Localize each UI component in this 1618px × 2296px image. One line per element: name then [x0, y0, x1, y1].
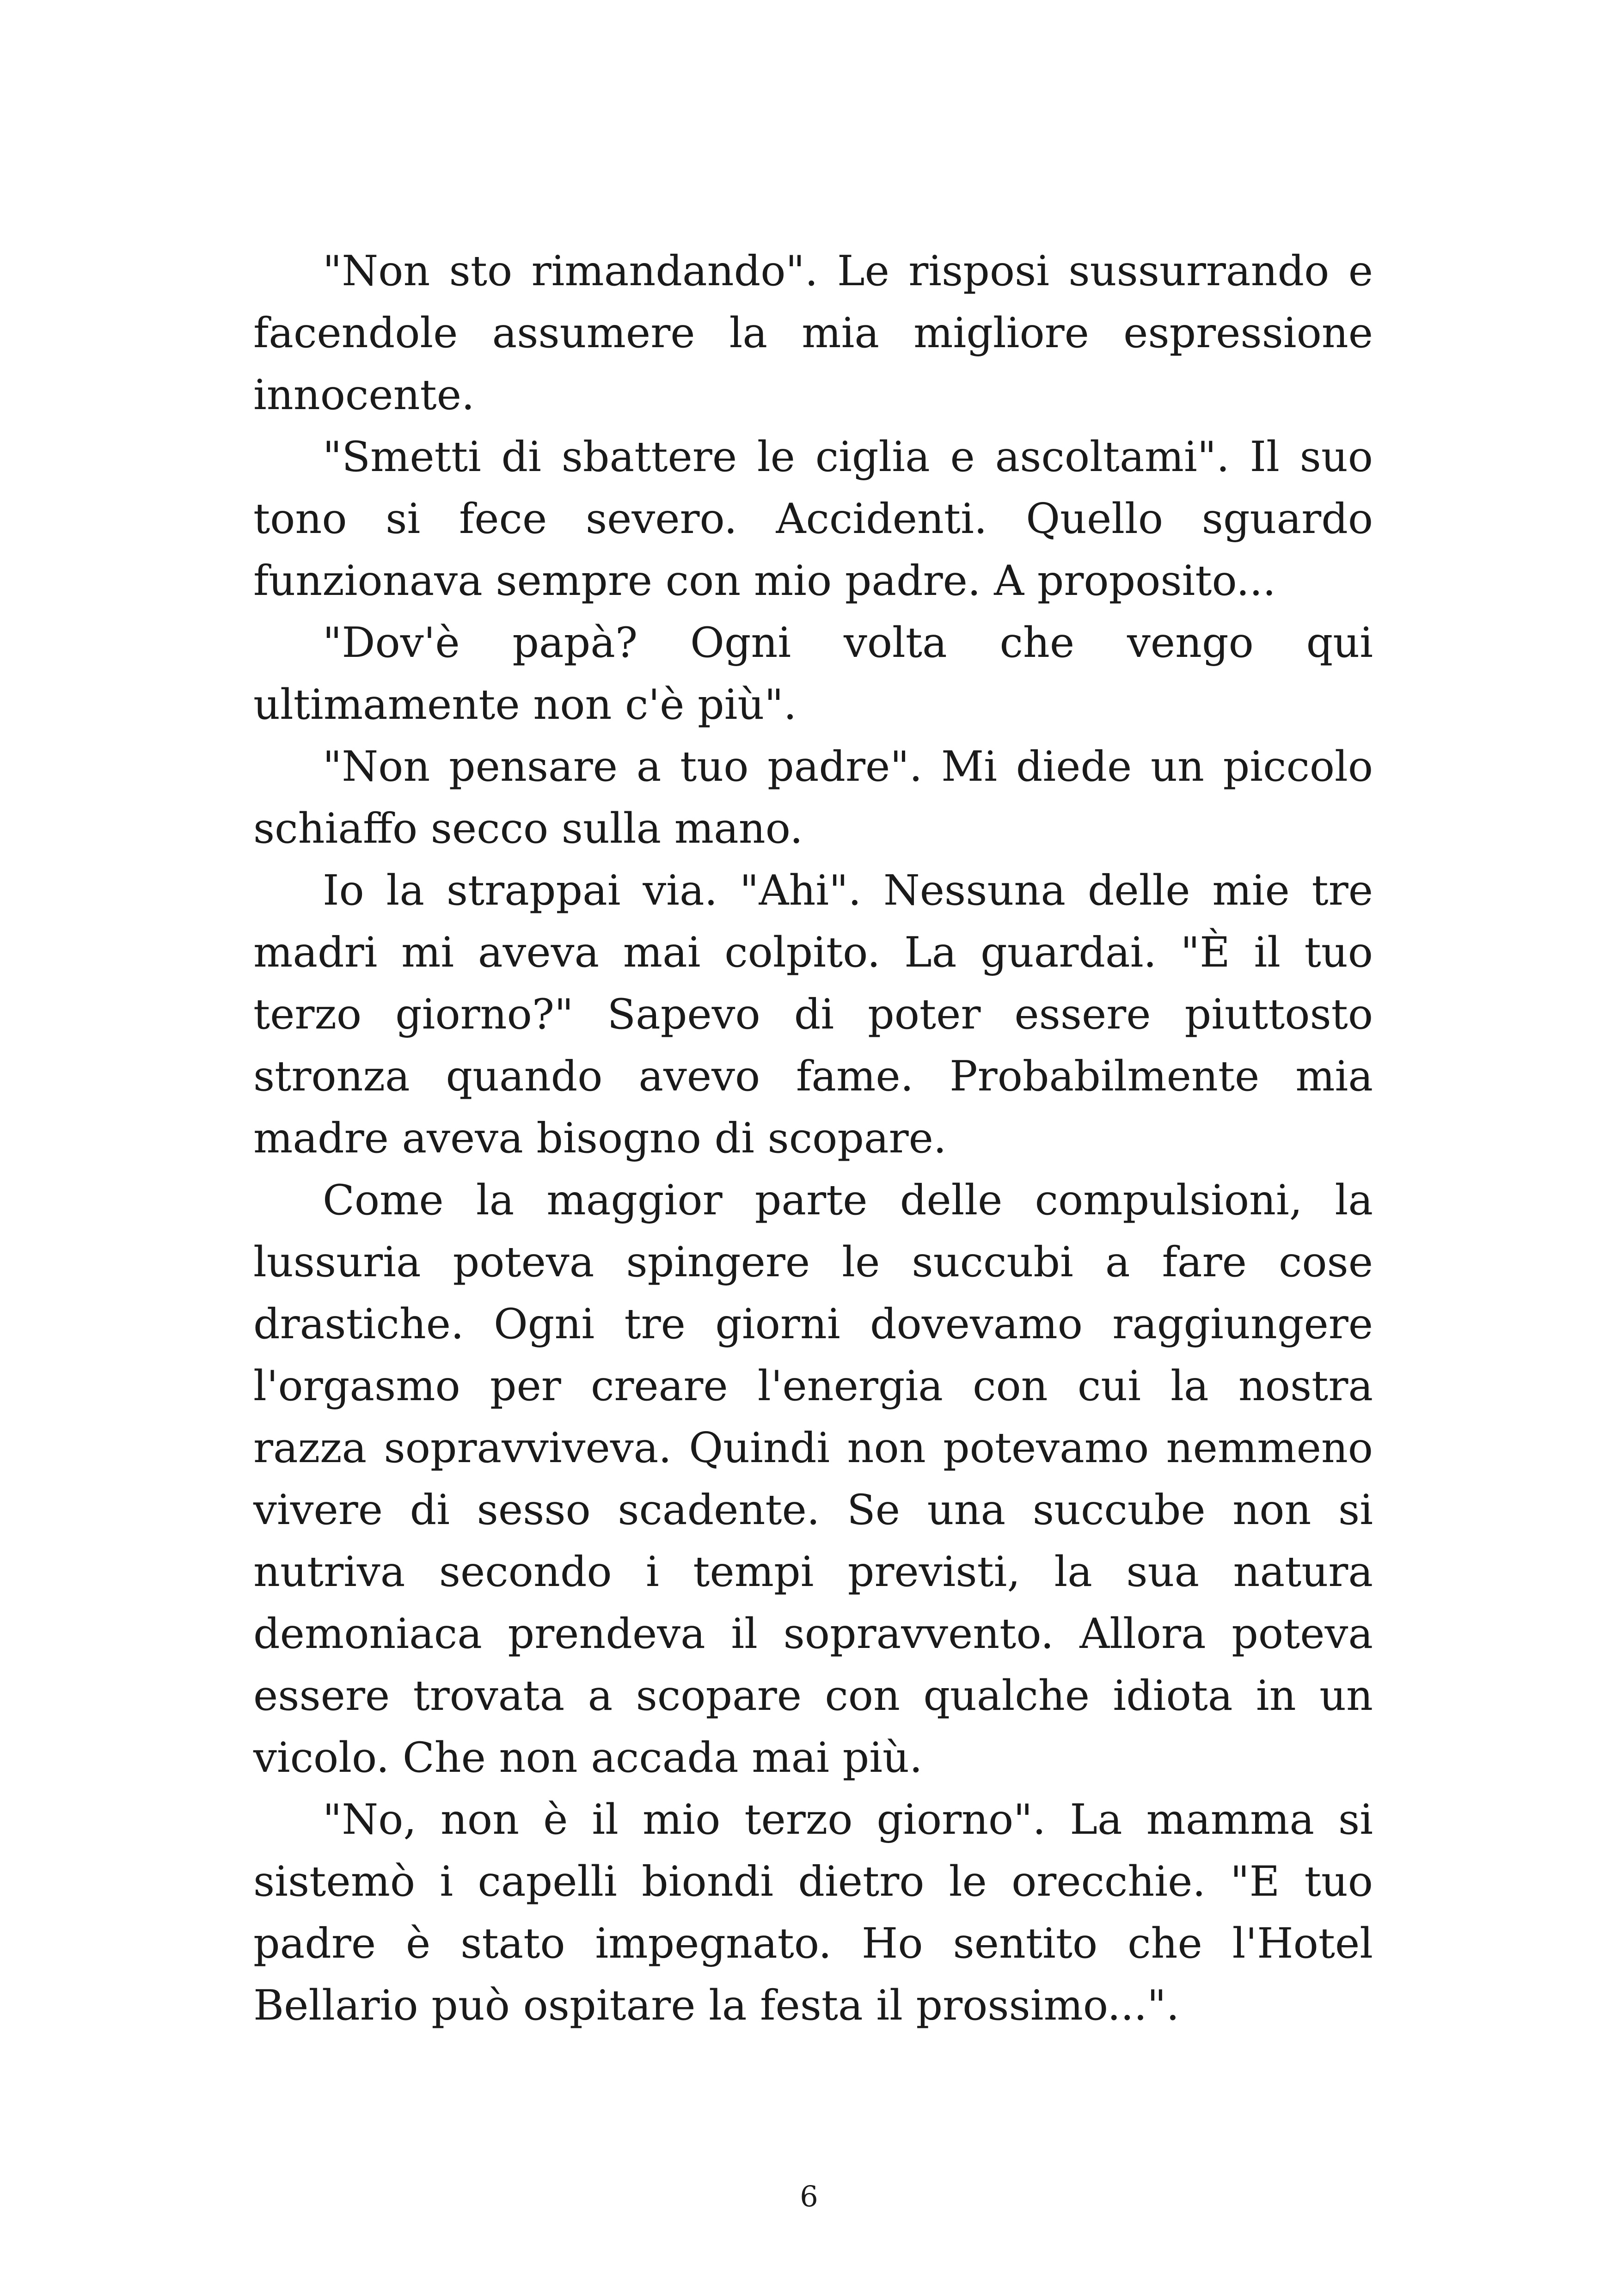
paragraph: Io la strappai via. "Ahi". Nessuna delle mie tre madri mi aveva mai colpito. La guardai. "È il tuo terzo giorno?" Sapevo di poter essere piuttosto stronza quando avevo fame. Probabilmente mia madre aveva bisogno di scopare.: [253, 866, 1373, 1163]
paragraph: "Smetti di sbattere le ciglia e ascoltami". Il suo tono si fece severo. Accidenti. Quello sguardo funzionava sempre con mio padre. A proposito...: [253, 433, 1373, 605]
paragraph: "Non sto rimandando". Le risposi sussurrando e facendole assumere la mia migliore espressione innocente.: [253, 247, 1373, 419]
body-text: [253, 240, 1373, 2037]
paragraph: "No, non è il mio terzo giorno". La mamma si sistemò i capelli biondi dietro le orecchie. "E tuo padre è stato impegnato. Ho sentito che l'Hotel Bellario può ospitare la festa il prossimo...".: [253, 1795, 1373, 2030]
paragraph: Come la maggior parte delle compulsioni, la lussuria poteva spingere le succubi a fare cose drastiche. Ogni tre giorni dovevamo raggiungere l'orgasmo per creare l'energia con cui la nostra razza sopravviveva. Quindi non potevamo nemmeno vivere di sesso scadente. Se una succube non si nutriva secondo i tempi previsti, la sua natura demoniaca prendeva il sopravvento. Allora poteva essere trovata a scopare con qualche idiota in un vicolo. Che non accada mai più.: [253, 1176, 1373, 1782]
paragraph: "Dov'è papà? Ogni volta che vengo qui ultimamente non c'è più".: [253, 618, 1373, 729]
paragraph: "Non pensare a tuo padre". Mi diede un piccolo schiaffo secco sulla mano.: [253, 742, 1373, 853]
page-number: 6: [800, 2180, 818, 2213]
